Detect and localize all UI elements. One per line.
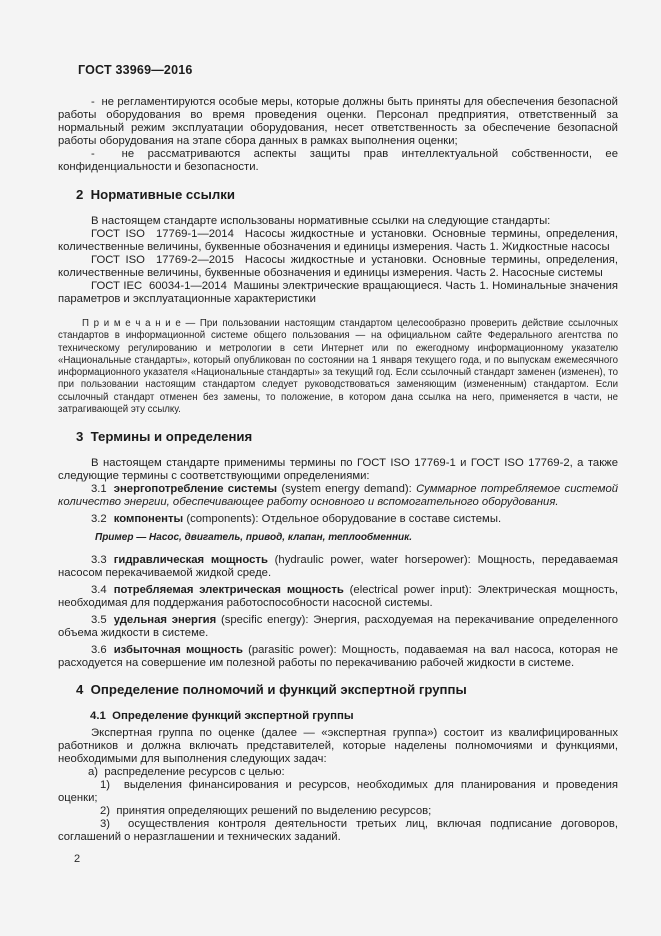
list-item-3: 3) осуществления контроля деятельности третьих лиц, включая подписание договоров, соглашений о неразглашении и технических заданий. (58, 818, 618, 843)
term-3-3 (58, 554, 618, 580)
section-4-1-heading: 4.1 Определение функций экспертной группы (90, 710, 354, 722)
term-name: компоненты (113, 513, 184, 525)
note-label: П р и м е ч а н и е — (82, 318, 196, 329)
term-number: 3.4 (91, 584, 107, 596)
term-number: 3.5 (91, 614, 107, 626)
term-3-6 (58, 644, 618, 670)
term-definition: Суммарное потребляемое системой количество энергии, обеспечивающее работу основного и вспомогательного оборудования. (58, 483, 619, 508)
term-definition: Мощность, передаваемая насосом перекачиваемой жидкой среде. (58, 554, 619, 579)
section-4-heading: 4 Определение полномочий и функций экспертной группы (76, 682, 467, 697)
term-3-2 (58, 513, 618, 526)
term-english: (system energy demand): (281, 483, 412, 495)
intro-bullet-1: - не регламентируются особые меры, которые должны быть приняты для обеспечения безопасной работы оборудования во время проведения оценки. Персонал предприятия, ответственный за нормальный режим эксплуатации оборудования, несет ответственность за обеспечение безопасной работы оборудования на этапе сбора данных в рамках выполнения оценки; (58, 96, 618, 147)
running-header: ГОСТ 33969—2016 (78, 63, 193, 77)
term-name: удельная энергия (113, 614, 217, 626)
term-definition: Мощность, подаваемая на вал насоса, которая не расходуется на совершение им полезной работы по перекачиванию рабочей жидкости в системе. (58, 644, 619, 669)
term-3-1 (58, 483, 618, 509)
list-item-a: а) распределение ресурсов с целью: (88, 766, 285, 778)
term-definition: Электрическая мощность, необходимая для поддержания работоспособности насосной системы. (58, 584, 619, 609)
term-3-5 (58, 614, 618, 640)
text-column (58, 0, 618, 866)
ref-gost-iso-17769-2: ГОСТ ISO 17769-2—2015 Насосы жидкостные и установки. Основные термины, определения, количественные величины, буквенные обозначения и единицы измерения. Часть 2. Насосные системы (58, 254, 618, 279)
normative-note (58, 318, 618, 416)
intro-bullet-2: - не рассматриваются аспекты защиты прав интеллектуальной собственности, ее конфиденциальности и безопасности. (58, 148, 618, 173)
term-3-4 (58, 584, 618, 610)
term-definition: Отдельное оборудование в составе системы. (261, 513, 502, 525)
section-2-lead: В настоящем стандарте использованы нормативные ссылки на следующие стандарты: (91, 215, 551, 227)
term-name: гидравлическая мощность (113, 554, 268, 566)
term-english: (hydraulic power, water horsepower): (274, 554, 471, 566)
list-item-1: 1) выделения финансирования и ресурсов, необходимых для планирования и проведения оценки; (58, 779, 618, 804)
term-name: избыточная мощность (113, 644, 243, 656)
page-number: 2 (74, 853, 81, 865)
ref-gost-iso-17769-1: ГОСТ ISO 17769-1—2014 Насосы жидкостные и установки. Основные термины, определения, количественные величины, буквенные обозначения и единицы измерения. Часть 1. Жидкостные насосы (58, 228, 618, 253)
term-number: 3.2 (91, 513, 107, 525)
term-example: Пример — Насос, двигатель, привод, клапан, теплообменник. (95, 532, 412, 543)
ref-gost-iec-60034-1: ГОСТ IEC 60034-1—2014 Машины электрические вращающиеся. Часть 1. Номинальные значения параметров и эксплуатационные характеристики (58, 280, 618, 305)
note-text: При пользовании настоящим стандартом целесообразно проверить действие ссылочных стандартов в информационной системе общего пользования — на официальном сайте Федерального агентства по техническому регулированию и метрологии в сети Интернет или по ежегодному информационному указателю «Национальные стандарты», который опубликован по состоянии на 1 января текущего года, и по выпускам ежемесячного информационного указателя «Национальные стандарты» за текущий год. Если ссылочный стандарт заменен (изменен), то при пользовании настоящим стандартом следует руководствоваться заменяющим (измененным) стандартом. Если ссылочный стандарт отменен без замены, то положение, в котором дана ссылка на него, применяется в части, не затрагивающей эту ссылку. (58, 318, 618, 415)
section-3-lead: В настоящем стандарте применимы термины по ГОСТ ISO 17769-1 и ГОСТ ISO 17769-2, а также следующие термины с соответствующими определениями: (58, 457, 618, 482)
section-2-heading: 2 Нормативные ссылки (76, 187, 235, 202)
term-definition: Энергия, расходуемая на перекачивание определенного объема жидкости в системе. (58, 614, 619, 639)
list-item-2: 2) принятия определяющих решений по выделению ресурсов; (100, 805, 432, 817)
term-name: потребляемая электрическая мощность (113, 584, 344, 596)
term-number: 3.3 (91, 554, 107, 566)
term-number: 3.1 (91, 483, 107, 495)
term-english: (electrical power input): (349, 584, 472, 596)
section-3-heading: 3 Термины и определения (76, 429, 253, 444)
expert-group-paragraph: Экспертная группа по оценке (далее — «экспертная группа») состоит из квалифицированных работников и должна включать представителей, которые наделены полномочиями и функциями, необходимыми для выполнения следующих задач: (58, 727, 618, 765)
term-number: 3.6 (91, 644, 107, 656)
term-name: энергопотребление системы (113, 483, 277, 495)
term-english: (parasitic power): (248, 644, 337, 656)
term-english: (components): (186, 513, 259, 525)
term-english: (specific energy): (220, 614, 309, 626)
